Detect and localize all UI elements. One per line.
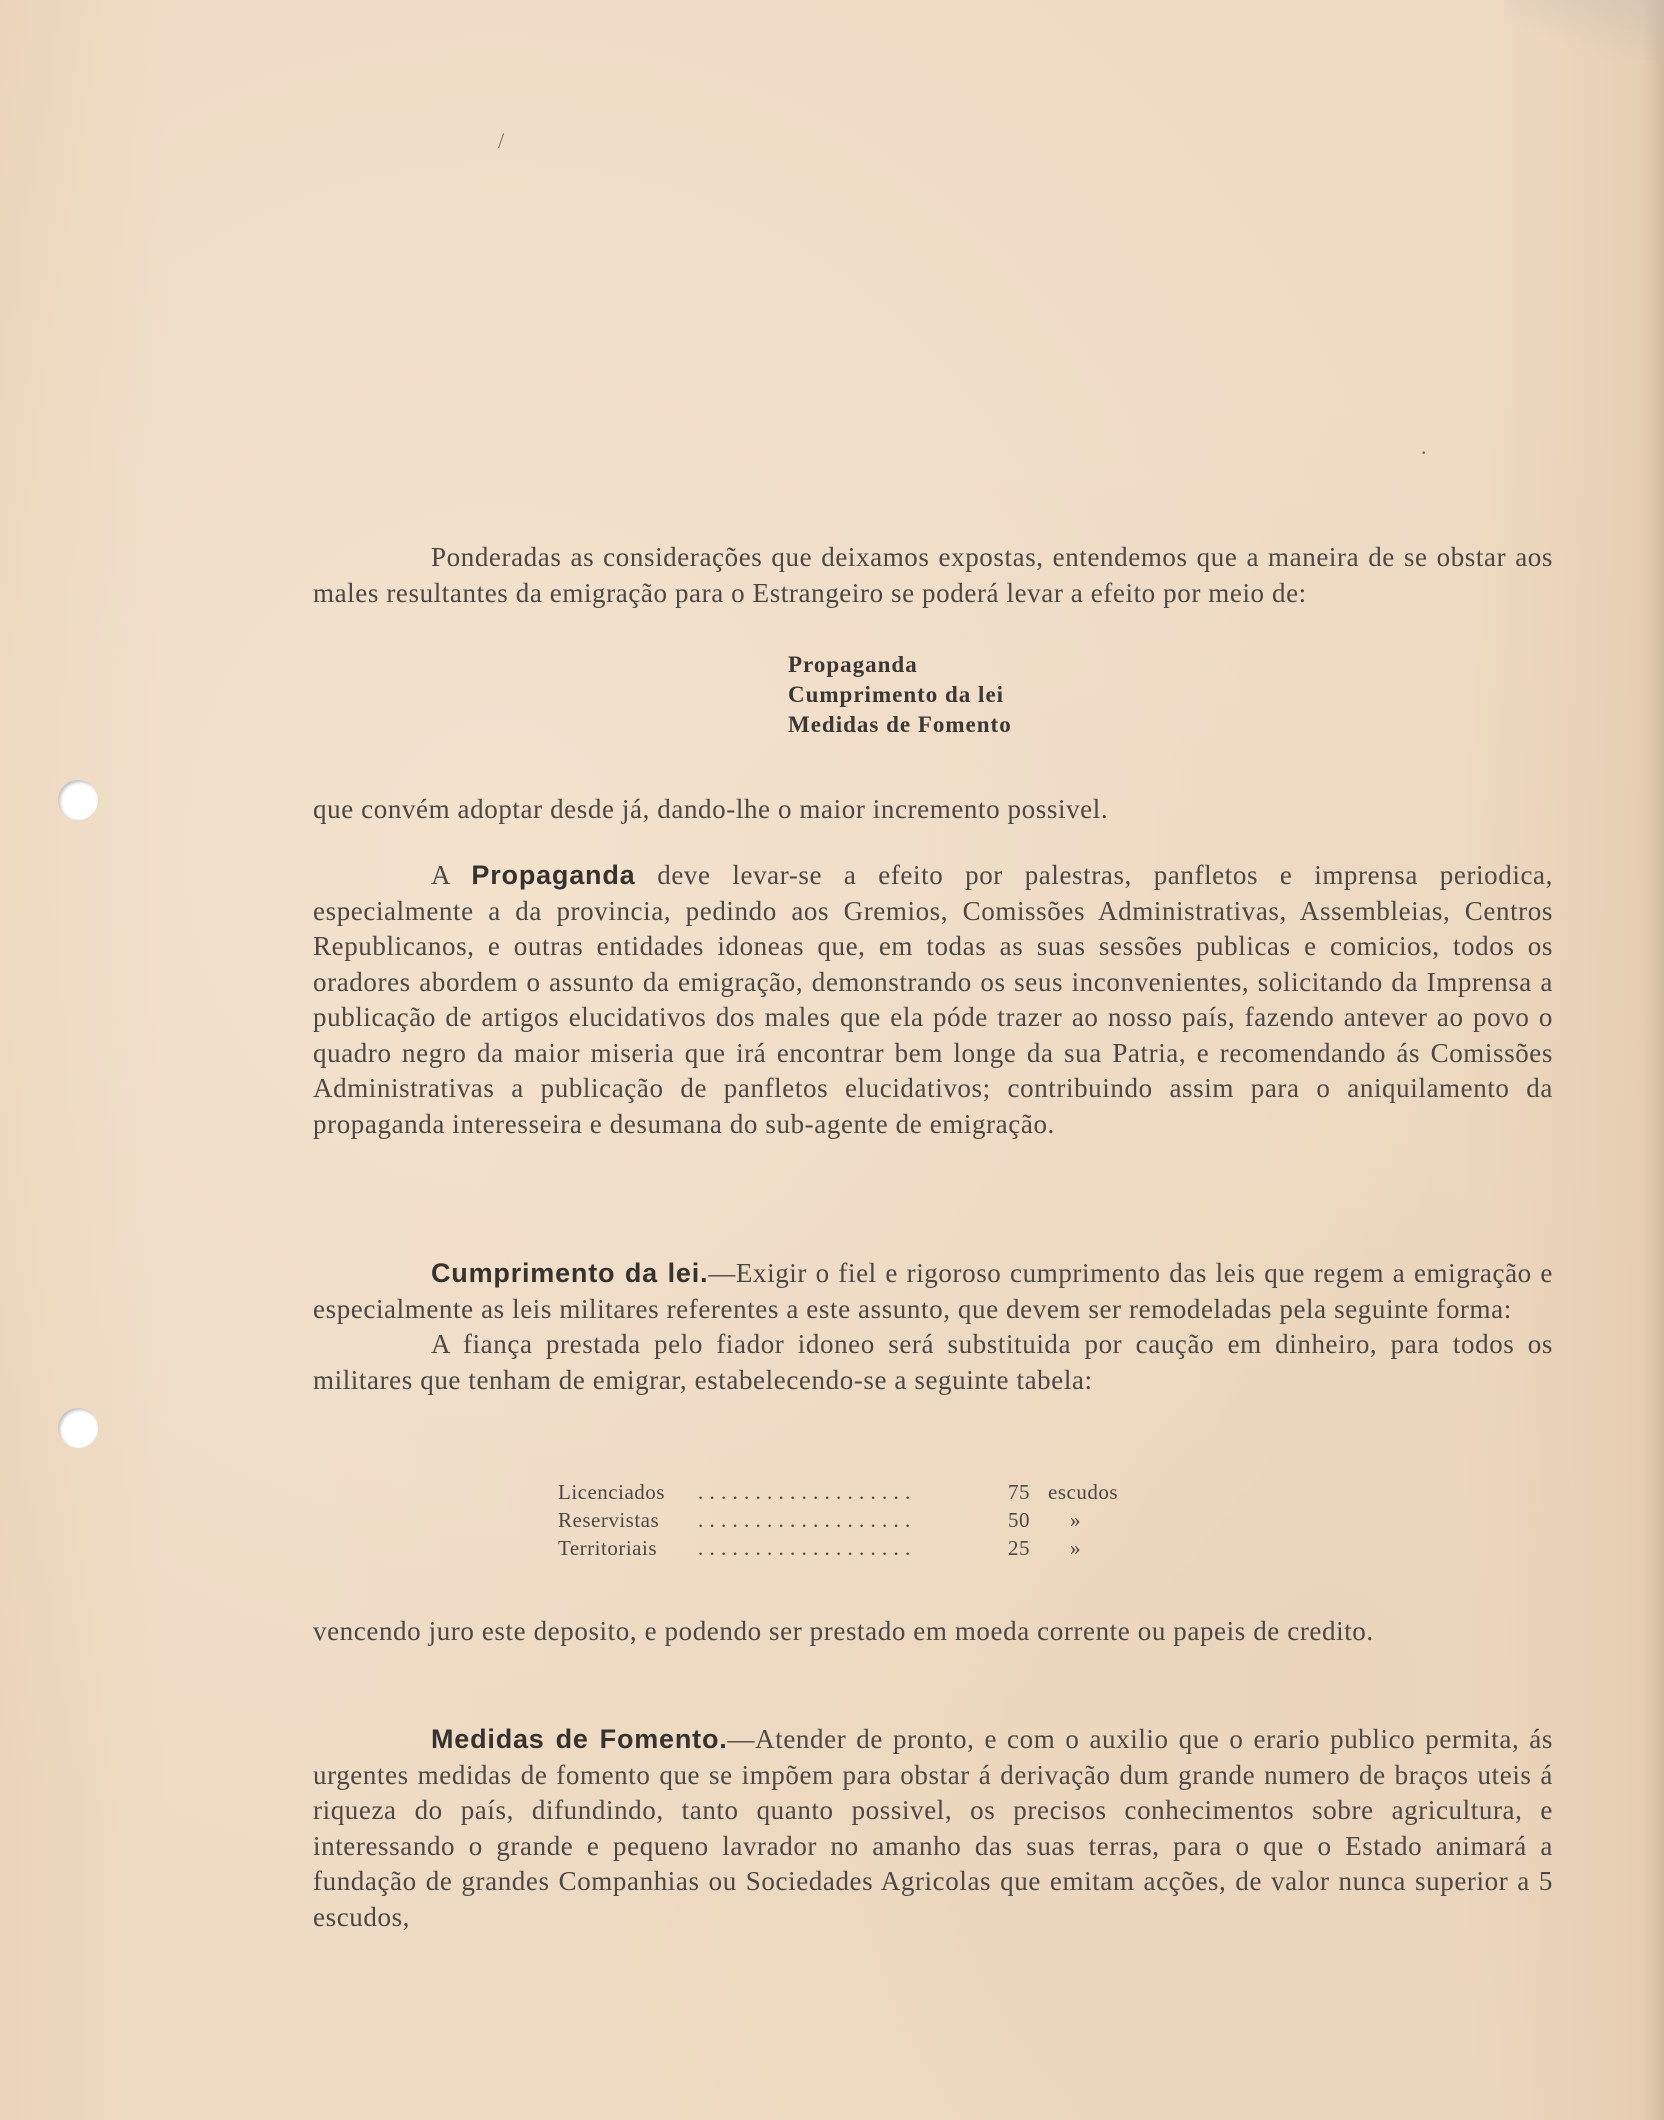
table-label: Licenciados <box>558 1480 665 1504</box>
cumprimento-term: Cumprimento da lei. <box>431 1258 709 1288</box>
caution-table <box>558 1478 1170 1562</box>
intro-paragraph <box>313 540 1553 611</box>
table-row <box>558 1534 1170 1562</box>
table-unit: escudos <box>1048 1480 1118 1504</box>
punch-hole-upper <box>58 780 98 820</box>
table-leader-dots: . . . . . . . . . . . . . . . . . . . <box>698 1508 911 1532</box>
after-table-paragraph <box>313 1614 1553 1650</box>
measure-item-propaganda: Propaganda <box>788 652 918 677</box>
after-list-text: que convém adoptar desde já, dando-lhe o maior incremento possivel. <box>313 794 1109 824</box>
propaganda-body: deve levar-se a efeito por palestras, panfletos e imprensa periodica, especialmente a da provincia, pedindo aos Gremios, Comissões Administrativas, Assembleias, Centros Republicanos, e outras entidades idoneas que, em todas as suas sessões publicas e comicios, todos os oradores abordem o assunto da emigração, demonstrando os seus inconvenientes, solicitando da Imprensa a publicação de artigos elucidativos dos males que ela póde trazer ao nosso país, fazendo antever ao povo o quadro negro da maior miseria que irá encontrar bem longe da sua Patria, e recomendando ás Comissões Administrativas a publicação de panfletos elucidativos; contribuindo assim para o aniquilamento da propaganda interesseira e desumana do sub-agente de emigração. <box>313 860 1553 1139</box>
stray-mark-dot: · <box>1420 440 1428 465</box>
page-edge-shadow <box>1642 0 1664 2120</box>
table-label: Territoriais <box>558 1536 657 1560</box>
table-unit: » <box>1070 1536 1081 1560</box>
intro-text: Ponderadas as considerações que deixamos expostas, entendemos que a maneira de se obstar aos males resultantes da emigração para o Estrangeiro se poderá levar a efeito por meio de: <box>313 542 1553 608</box>
fomento-paragraph <box>313 1722 1553 1935</box>
measures-list <box>788 650 1012 740</box>
cumprimento-second: A fiança prestada pelo fiador idoneo será substituida por caução em dinheiro, para todos os militares que tenham de emigrar, estabelecendo-se a seguinte tabela: <box>313 1329 1553 1395</box>
fomento-text <box>313 1722 1553 1935</box>
fomento-term: Medidas de Fomento. <box>431 1724 728 1754</box>
table-leader-dots: . . . . . . . . . . . . . . . . . . . <box>698 1480 911 1504</box>
stray-mark-slash: / <box>498 128 505 153</box>
cumprimento-text <box>313 1256 1553 1327</box>
propaganda-term: Propaganda <box>471 860 636 890</box>
table-unit: » <box>1070 1508 1081 1532</box>
after-table-text: vencendo juro este deposito, e podendo ser prestado em moeda corrente ou papeis de credito. <box>313 1616 1374 1646</box>
cumprimento-paragraph <box>313 1256 1553 1398</box>
punch-hole-lower <box>58 1408 98 1448</box>
table-row <box>558 1478 1170 1506</box>
table-row <box>558 1506 1170 1534</box>
fomento-body: —Atender de pronto, e com o auxilio que o erario publico permita, ás urgentes medidas de fomento que se impõem para obstar á derivação dum grande numero de braços uteis á riqueza do país, difundindo, tanto quanto possivel, os precisos conhecimentos sobre agricultura, e interessando o grande e pequeno lavrador no amanho das suas terras, para o que o Estado animará a fundação de grandes Companhias ou Sociedades Agricolas que emitam acções, de valor nunca superior a 5 escudos, <box>313 1724 1553 1932</box>
measure-item-fomento: Medidas de Fomento <box>788 712 1012 737</box>
table-leader-dots: . . . . . . . . . . . . . . . . . . . <box>698 1536 911 1560</box>
table-label: Reservistas <box>558 1508 660 1532</box>
table-value: 25 <box>1008 1536 1030 1560</box>
propaganda-lead: A <box>431 860 450 890</box>
page-corner-fold <box>1504 0 1664 60</box>
measure-item-cumprimento: Cumprimento da lei <box>788 682 1005 707</box>
table-value: 75 <box>1008 1480 1030 1504</box>
cumprimento-body: —Exigir o fiel e rigoroso cumprimento das leis que regem a emigração e especialmente as leis militares referentes a este assunto, que devem ser remodeladas pela seguinte forma: <box>313 1258 1553 1324</box>
propaganda-text <box>313 858 1553 1142</box>
table-value: 50 <box>1008 1508 1030 1532</box>
after-list-paragraph <box>313 792 1553 828</box>
propaganda-paragraph <box>313 858 1553 1142</box>
